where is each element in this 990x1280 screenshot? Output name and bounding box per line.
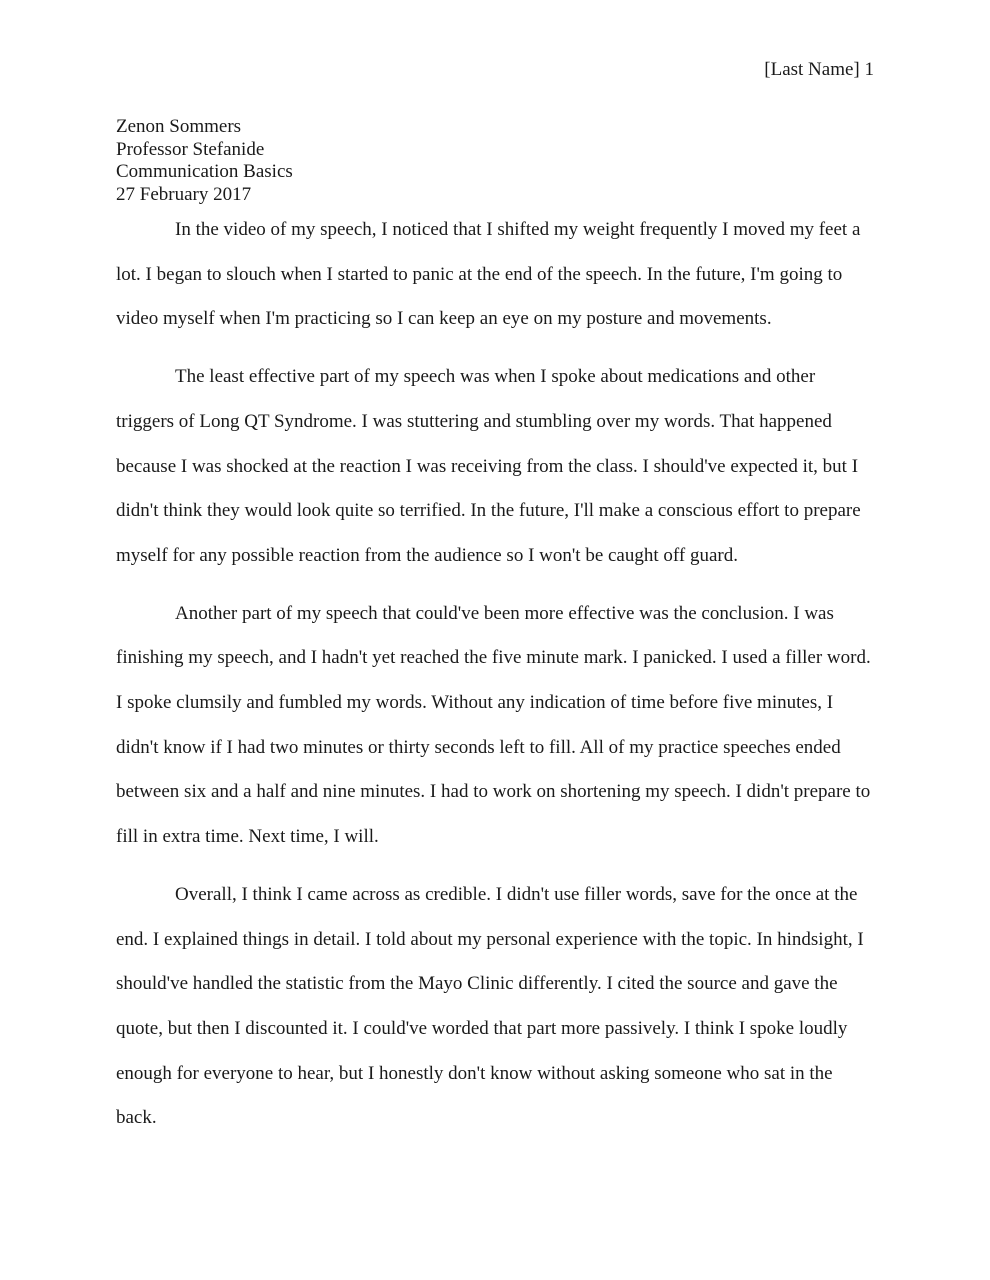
mla-heading [116,116,876,206]
running-head: [Last Name] 1 [764,59,874,80]
essay-body [116,208,876,1154]
document-date: 27 February 2017 [116,183,252,205]
paragraph-3: Another part of my speech that could've been more effective was the conclusion. I was finishing my speech, and I hadn't yet reached the five minute mark. I panicked. I used a filler word. I spoke clumsily and fumbled my words. Without any indication of time before five minutes, I didn't know if I had two minutes or thirty seconds left to fill. All of my practice speeches ended between six and a half and nine minutes. I had to work on shortening my speech. I didn't prepare to fill in extra time. Next time, I will. [116,602,871,848]
student-name: Zenon Sommers [116,116,242,137]
paragraph-2: The least effective part of my speech was when I spoke about medications and other triggers of Long QT Syndrome. I was stuttering and stumbling over my words. That happened because I was shocked at the reaction I was receiving from the class. I should've expected it, but I didn't think they would look quite so terrified. In the future, I'll make a conscious effort to prepare myself for any possible reaction from the audience so I won't be caught off guard. [116,366,861,566]
instructor-name: Professor Stefanide [116,138,265,160]
paragraph-4: Overall, I think I came across as credible. I didn't use filler words, save for the once at the end. I explained things in detail. I told about my personal experience with the topic. In hindsight, I should've handled the statistic from the Mayo Clinic differently. I cited the source and gave the quote, but then I discounted it. I could've worded that part more passively. I think I spoke loudly enough for everyone to hear, but I honestly don't know without asking someone who sat in the back. [116,883,864,1129]
paragraph-1: In the video of my speech, I noticed that I shifted my weight frequently I moved my feet a lot. I began to slouch when I started to panic at the end of the speech. In the future, I'm going to video myself when I'm practicing so I can keep an eye on my posture and movements. [116,219,861,330]
course-name: Communication Basics [116,161,293,182]
